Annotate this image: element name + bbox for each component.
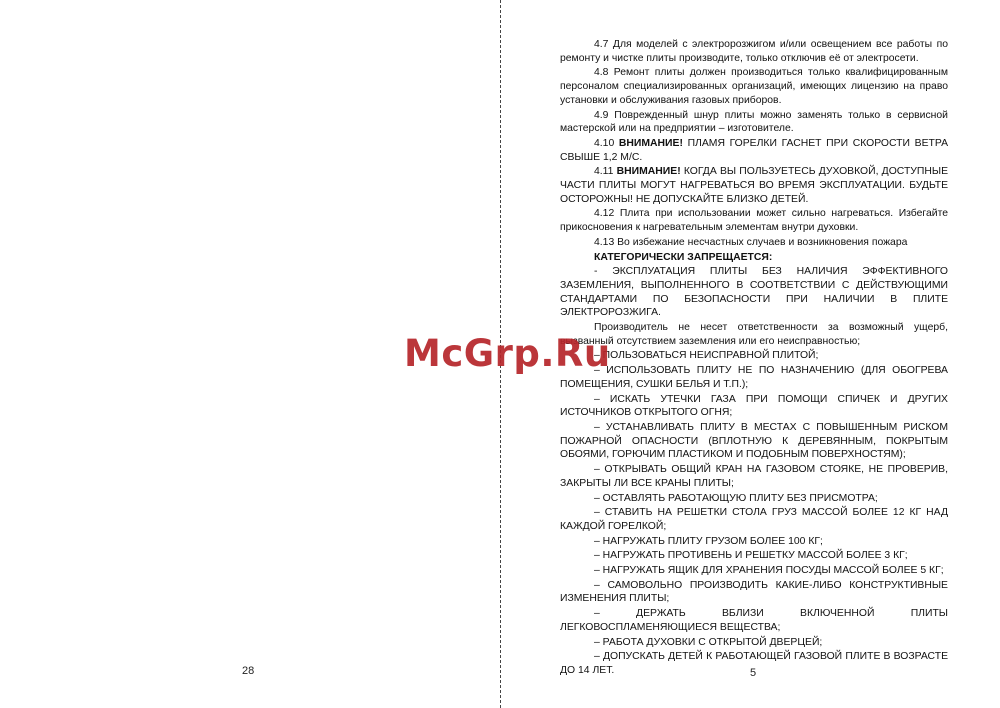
paragraph-4-10-number: 4.10 (594, 137, 615, 149)
paragraph-4-10 (560, 137, 948, 164)
prohibition-item: – ДОПУСКАТЬ ДЕТЕЙ К РАБОТАЮЩЕЙ ГАЗОВОЙ ПЛИТЕ В ВОЗРАСТЕ ДО 14 ЛЕТ. (560, 651, 948, 676)
prohibition-item: – РАБОТА ДУХОВКИ С ОТКРЫТОЙ ДВЕРЦЕЙ; (594, 636, 823, 648)
prohibition-item: – ДЕРЖАТЬ ВБЛИЗИ ВКЛЮЧЕННОЙ ПЛИТЫ ЛЕГКОВОСПЛАМЕНЯЮЩИЕСЯ ВЕЩЕСТВА; (560, 608, 948, 633)
right-page-content (560, 38, 948, 679)
watermark-logo: McGrp.Ru (404, 332, 611, 375)
prohibition-item: – НАГРУЖАТЬ ЯЩИК ДЛЯ ХРАНЕНИЯ ПОСУДЫ МАССОЙ БОЛЕЕ 5 КГ; (594, 565, 944, 577)
right-page-number: 5 (750, 667, 757, 679)
liability-paragraph: Производитель не несет ответственности за возможный ущерб, вызванный отсутствием заземления или его неисправностью; (560, 322, 948, 347)
paragraph-4-9: 4.9 Поврежденный шнур плиты можно заменять только в сервисной мастерской или на предприятии – изготовителе. (560, 109, 948, 135)
paragraph-4-7: 4.7 Для моделей с электророзжигом и/или освещением все работы по ремонту и чистке плиты производите, только отключив её от электросети. (560, 39, 948, 64)
paragraph-4-11-text: КОГДА ВЫ ПОЛЬЗУЕТЕСЬ ДУХОВКОЙ, ДОСТУПНЫЕ ЧАСТИ ПЛИТЫ МОГУТ НАГРЕВАТЬСЯ ВО ВРЕМЯ ЭКСПЛУАТАЦИИ. БУДЬТЕ ОСТОРОЖНЫ! НЕ ДОПУСКАЙТЕ БЛИЗКО ДЕТЕЙ. (560, 166, 948, 205)
prohibition-item: – ОТКРЫВАТЬ ОБЩИЙ КРАН НА ГАЗОВОМ СТОЯКЕ, НЕ ПРОВЕРИВ, ЗАКРЫТЫ ЛИ ВСЕ КРАНЫ ПЛИТЫ; (560, 464, 948, 489)
prohibition-item: – ПОЛЬЗОВАТЬСЯ НЕИСПРАВНОЙ ПЛИТОЙ; (594, 350, 819, 362)
paragraph-4-11-number: 4.11 (594, 166, 614, 178)
warning-label: ВНИМАНИЕ! (616, 166, 681, 178)
prohibition-item: – НАГРУЖАТЬ ПРОТИВЕНЬ И РЕШЕТКУ МАССОЙ БОЛЕЕ 3 КГ; (594, 550, 908, 562)
grounding-paragraph: - ЭКСПЛУАТАЦИЯ ПЛИТЫ БЕЗ НАЛИЧИЯ ЭФФЕКТИВНОГО ЗАЗЕМЛЕНИЯ, ВЫПОЛНЕННОГО В СООТВЕТСТВИИ С ДЕЙСТВУЮЩИМИ СТАНДАРТАМИ ПО БЕЗОПАСНОСТИ ПРИ НАЛИЧИИ В ПЛИТЕ ЭЛЕКТРОРОЗЖИГА. (560, 266, 948, 319)
warning-label: ВНИМАНИЕ! (618, 137, 683, 149)
paragraph-4-12: 4.12 Плита при использовании может сильно нагреваться. Избегайте прикосновения к нагревательным элементам внутри духовки. (560, 208, 948, 234)
paragraph-4-8: 4.8 Ремонт плиты должен производиться только квалифицированным персоналом специализированных организаций, имеющих лицензию на право установки и обслуживания газовых приборов. (560, 67, 948, 106)
paragraph-4-13: 4.13 Во избежание несчастных случаев и возникновения пожара (594, 236, 908, 248)
prohibition-item: – НАГРУЖАТЬ ПЛИТУ ГРУЗОМ БОЛЕЕ 100 КГ; (594, 535, 823, 547)
prohibition-item: – САМОВОЛЬНО ПРОИЗВОДИТЬ КАКИЕ-ЛИБО КОНСТРУКТИВНЫЕ ИЗМЕНЕНИЯ ПЛИТЫ; (560, 579, 948, 605)
prohibition-item: – ИСПОЛЬЗОВАТЬ ПЛИТУ НЕ ПО НАЗНАЧЕНИЮ (ДЛЯ ОБОГРЕВА ПОМЕЩЕНИЯ, СУШКИ БЕЛЬЯ И Т.П.); (560, 365, 948, 390)
prohibition-item: – ОСТАВЛЯТЬ РАБОТАЮЩУЮ ПЛИТУ БЕЗ ПРИСМОТРА; (594, 492, 878, 504)
prohibitions-list (560, 349, 948, 677)
paragraph-4-10-text: ПЛАМЯ ГОРЕЛКИ ГАСНЕТ ПРИ СКОРОСТИ ВЕТРА СВЫШЕ 1,2 М/С. (560, 137, 949, 163)
prohibition-item: – УСТАНАВЛИВАТЬ ПЛИТУ В МЕСТАХ С ПОВЫШЕННЫМ РИСКОМ ПОЖАРНОЙ ОПАСНОСТИ (ВПЛОТНУЮ К ДЕРЕВЯННЫМ, ПОКРЫТЫМ ОБОЯМИ, ГОРЮЧИМ ПЛАСТИКОМ И ПОДОБНЫМ ПОВЕРХНОСТЯМ); (560, 421, 948, 461)
prohibited-heading: КАТЕГОРИЧЕСКИ ЗАПРЕЩАЕТСЯ: (594, 251, 773, 263)
paragraph-4-11 (560, 165, 948, 206)
left-page-number: 28 (242, 665, 255, 677)
prohibition-item: – ИСКАТЬ УТЕЧКИ ГАЗА ПРИ ПОМОЩИ СПИЧЕК И ДРУГИХ ИСТОЧНИКОВ ОТКРЫТОГО ОГНЯ; (560, 393, 948, 419)
prohibition-item: – СТАВИТЬ НА РЕШЕТКИ СТОЛА ГРУЗ МАССОЙ БОЛЕЕ 12 КГ НАД КАЖДОЙ ГОРЕЛКОЙ; (560, 507, 948, 532)
